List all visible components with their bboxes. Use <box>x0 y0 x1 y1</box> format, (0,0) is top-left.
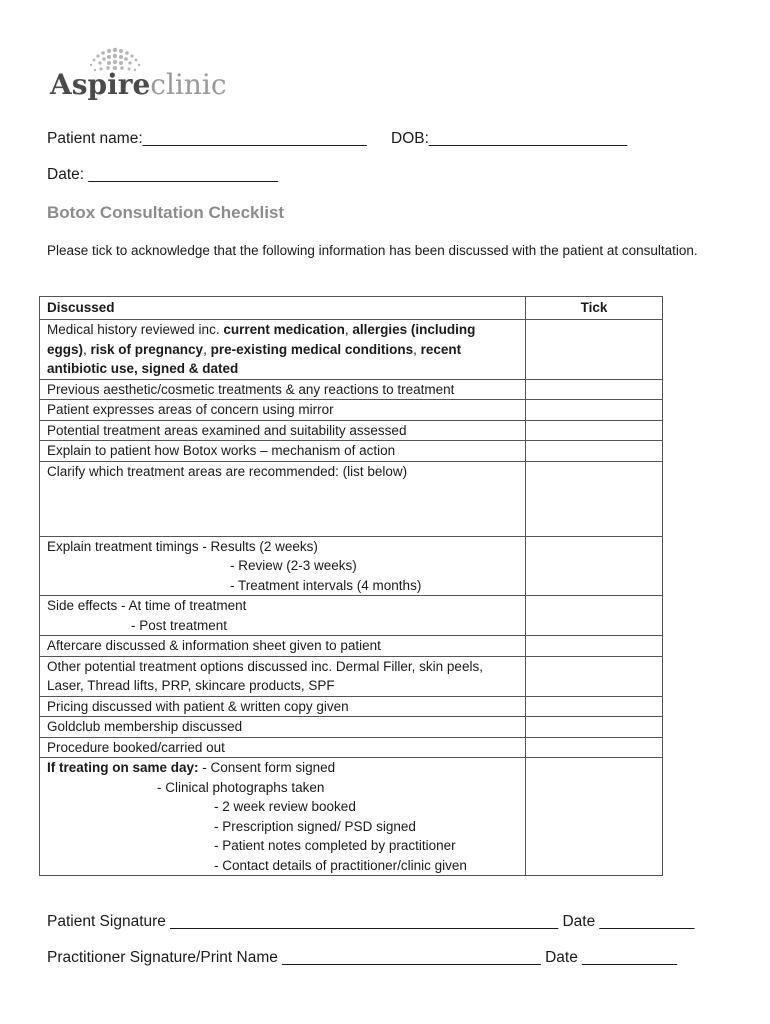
row-bold-text: risk of pregnancy <box>90 341 204 357</box>
row-bold-text: pre-existing medical conditions <box>210 341 414 357</box>
tick-box[interactable] <box>526 420 663 441</box>
row-side-effects <box>40 596 526 636</box>
tick-box[interactable] <box>526 536 663 596</box>
row-bold-text: current medication <box>223 322 345 337</box>
logo-word-clinic: clinic <box>150 68 227 101</box>
row-aftercare: Aftercare discussed & information sheet given to patient <box>40 636 526 657</box>
row-medical-history <box>40 320 526 380</box>
table-row <box>40 379 663 400</box>
row-text: Medical history reviewed inc. <box>47 322 224 337</box>
tick-box[interactable] <box>526 656 663 696</box>
row-line: - 2 week review booked <box>214 799 356 814</box>
table-row <box>40 696 663 717</box>
row-same-day <box>40 758 526 876</box>
tick-box[interactable] <box>526 737 663 758</box>
table-row <box>40 636 663 657</box>
table-row <box>40 596 663 636</box>
row-line: - Post treatment <box>131 617 228 633</box>
row-line: - Patient notes completed by practitioner <box>214 838 456 853</box>
header-tick: Tick <box>526 297 663 320</box>
tick-box[interactable] <box>526 379 663 400</box>
table-row <box>40 400 663 421</box>
table-header-row <box>40 297 663 320</box>
row-recommended-areas: Clarify which treatment areas are recommended: (list below) <box>40 461 526 536</box>
checklist-table <box>39 296 663 876</box>
logo-wordmark <box>50 68 227 101</box>
row-goldclub: Goldclub membership discussed <box>40 717 526 738</box>
tick-box[interactable] <box>526 400 663 421</box>
row-line: Explain treatment timings - Results (2 weeks) <box>47 538 318 554</box>
table-row <box>40 461 663 536</box>
patient-name-field[interactable]: Patient name:__________________________ <box>47 130 367 147</box>
tick-box[interactable] <box>526 596 663 636</box>
row-other-options: Other potential treatment options discussed inc. Dermal Filler, skin peels, Laser, Thread lifts, PRP, skincare products, SPF <box>40 656 526 696</box>
practitioner-signature-field[interactable]: Practitioner Signature/Print Name ______________________________ Date ___________ <box>47 949 677 966</box>
row-line: - Clinical photographs taken <box>157 779 325 795</box>
row-line: Side effects - At time of treatment <box>47 598 247 613</box>
row-bold-text: If treating on same day: <box>47 760 199 775</box>
row-treatment-timings <box>40 536 526 596</box>
table-row <box>40 737 663 758</box>
row-line: - Review (2-3 weeks) <box>230 558 357 573</box>
dob-field[interactable]: DOB:_______________________ <box>391 130 628 147</box>
table-row <box>40 656 663 696</box>
logo-word-aspire: Aspire <box>50 68 151 101</box>
table-row <box>40 717 663 738</box>
tick-box[interactable] <box>526 717 663 738</box>
table-row <box>40 320 663 380</box>
table-row <box>40 758 663 876</box>
row-text: - Consent form signed <box>198 760 336 775</box>
date-field[interactable]: Date: ______________________ <box>47 166 279 183</box>
row-bold-text: recent antibiotic use, signed & dated <box>47 341 462 376</box>
row-text: , <box>83 341 91 357</box>
row-line: - Prescription signed/ PSD signed <box>214 818 416 834</box>
header-discussed: Discussed <box>40 297 526 320</box>
tick-box[interactable] <box>526 636 663 657</box>
clinic-logo <box>50 46 227 106</box>
tick-box[interactable] <box>526 696 663 717</box>
tick-box[interactable] <box>526 441 663 462</box>
row-previous-treatments: Previous aesthetic/cosmetic treatments & any reactions to treatment <box>40 379 526 400</box>
tick-box[interactable] <box>526 461 663 536</box>
intro-text: Please tick to acknowledge that the following information has been discussed with the patient at consultation. <box>47 243 698 258</box>
table-row <box>40 420 663 441</box>
row-text: , <box>344 322 353 337</box>
row-text: , <box>413 341 421 357</box>
row-how-botox-works: Explain to patient how Botox works – mechanism of action <box>40 441 526 462</box>
row-pricing: Pricing discussed with patient & written copy given <box>40 696 526 717</box>
row-bold-text: allergies (including eggs) <box>47 322 476 357</box>
tick-box[interactable] <box>526 758 663 876</box>
table-row <box>40 536 663 596</box>
row-areas-of-concern: Patient expresses areas of concern using mirror <box>40 400 526 421</box>
row-procedure-booked: Procedure booked/carried out <box>40 737 526 758</box>
page-title: Botox Consultation Checklist <box>47 203 285 222</box>
row-line <box>47 758 518 778</box>
row-line: - Contact details of practitioner/clinic given <box>214 857 467 873</box>
row-text: , <box>203 341 211 357</box>
tick-box[interactable] <box>526 320 663 380</box>
row-areas-examined: Potential treatment areas examined and suitability assessed <box>40 420 526 441</box>
table-row <box>40 441 663 462</box>
patient-signature-field[interactable]: Patient Signature _____________________________________________ Date ___________ <box>47 913 695 930</box>
row-line: - Treatment intervals (4 months) <box>230 577 422 593</box>
